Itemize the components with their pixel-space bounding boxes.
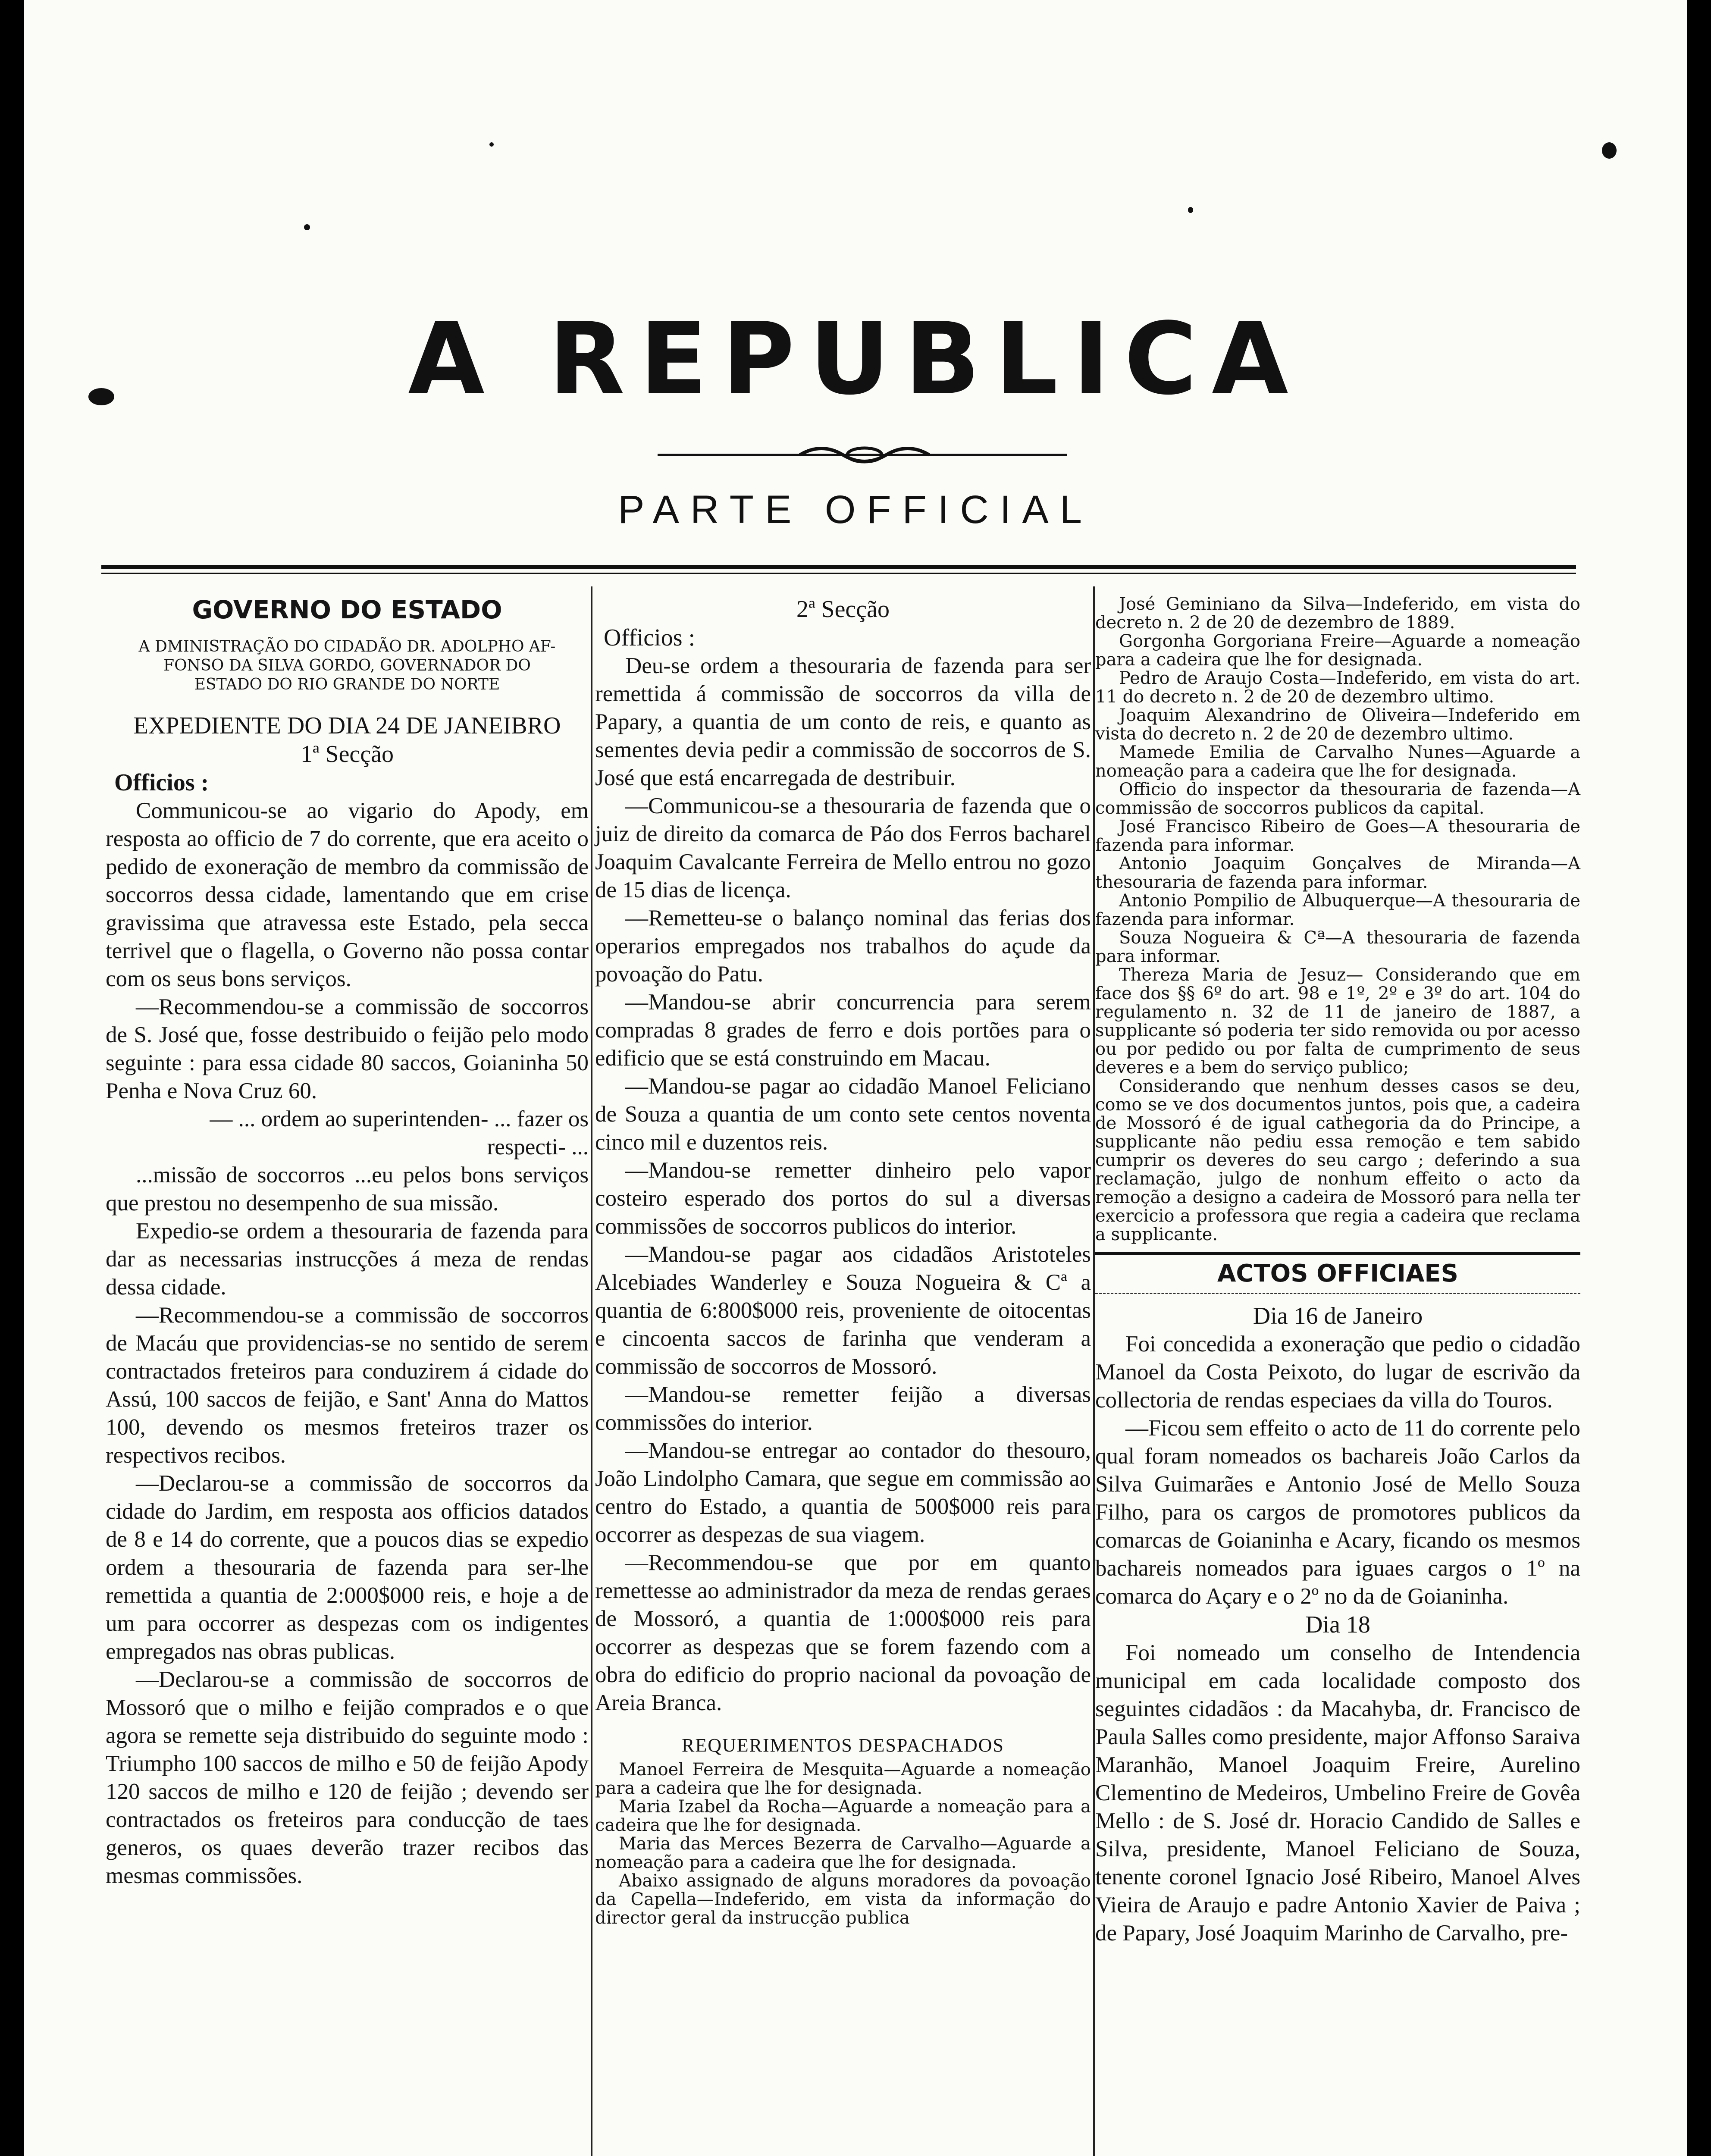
column-3	[1095, 595, 1580, 1947]
newspaper-page	[24, 0, 1687, 2156]
section-title: PARTE OFFICIAL	[618, 488, 1093, 532]
seccao-heading: 1ª Secção	[300, 741, 394, 768]
article-paragraph: —Recommendou-se que por em quanto remettesse ao administrador da meza de rendas geraes de Mossoró, a quantia de 1:000$000 reis para occorrer as despezas que se forem fazendo com a obra do edificio do proprio nacional da povoação de Areia Branca.	[595, 1550, 1091, 1715]
actos-heading: ACTOS OFFICIAES	[1217, 1260, 1458, 1288]
dia-heading: Dia 16 de Janeiro	[1253, 1303, 1423, 1329]
masthead-title: A REPUBLICA	[408, 302, 1303, 417]
requerimento-item: Souza Nogueira & Cª—A thesouraria de fazenda para informar.	[1095, 928, 1580, 966]
article-paragraph: —Mandou-se remetter feijão a diversas commissões do interior.	[595, 1382, 1091, 1435]
acto-paragraph: Foi concedida a exoneração que pedio o cidadão Manoel da Costa Peixoto, do lugar de escrivão da collectoria de rendas especiaes da villa do Touros.	[1095, 1332, 1580, 1413]
article-paragraph: ...missão de soccorros ...eu pelos bons serviços que prestou no desempenho de sua missão.	[106, 1163, 589, 1216]
ornament-divider	[658, 444, 1067, 466]
article-paragraph: —Mandou-se pagar aos cidadãos Aristoteles Alcebiades Wanderley e Souza Nogueira & Cª a quantia de 6:800$000 reis, proveniente de oitocentas e cincoenta saccos de farinha que venderam a commissão de soccorros de Mossoró.	[595, 1242, 1091, 1379]
column-1	[106, 595, 589, 1890]
article-paragraph: —Declarou-se a commissão de soccorros de Mossoró que o milho e feijão comprados e o que agora se remette seja distribuido do seguinte modo : Triumpho 100 saccos de milho e 50 de feijão Apody 120 saccos de milho e 120 de feijão ; devendo ser contractados os freteiros para conducção de taes generos, os quaes deverão trazer recibos das mesmas commissões.	[106, 1667, 589, 1888]
requerimento-item: Maria Izabel da Rocha—Aguarde a nomeação para a cadeira que lhe for designada.	[595, 1797, 1091, 1835]
acto-paragraph: —Ficou sem effeito o acto de 11 do corrente pelo qual foram nomeados os bachareis João Carlos da Silva Guimarães e Antonio José de Mello Souza Filho, para os cargos de promotores publicos da comarcas de Goianinha e Acary, ficando os mesmos bachareis nomeados para iguaes cargos o 1º na comarca do Açary e o 2º no da de Goianinha.	[1095, 1416, 1580, 1609]
governo-heading: GOVERNO DO ESTADO	[192, 595, 502, 624]
article-paragraph: Communicou-se ao vigario do Apody, em resposta ao officio de 7 do corrente, que era aceito o pedido de exoneração de membro da commissão de soccorros dessa cidade, lamentando que em crise gravissima que atravessa este Estado, pela secca terrivel que o flagella, o Governo não possa contar com os seus bons serviços.	[106, 798, 589, 991]
column-divider	[1093, 586, 1095, 2156]
requerimento-item: Pedro de Araujo Costa—Indeferido, em vista do art. 11 do decreto n. 2 de 20 de dezembro ultimo.	[1095, 668, 1580, 707]
column-2	[595, 595, 1091, 1927]
scan-speck	[489, 142, 494, 147]
requerimento-item: Mamede Emilia de Carvalho Nunes—Aguarde a nomeação para a cadeira que lhe for designada.	[1095, 743, 1580, 781]
article-paragraph: Expedio-se ordem a thesouraria de fazenda para dar as necessarias instrucções á meza de rendas dessa cidade.	[106, 1219, 589, 1300]
scan-speck	[1602, 142, 1617, 159]
actos-rule	[1095, 1252, 1580, 1255]
expediente-heading: EXPEDIENTE DO DIA 24 DE JANEIBRO	[133, 712, 561, 739]
seccao-heading: 2ª Secção	[796, 596, 890, 623]
article-paragraph: —Declarou-se a commissão de soccorros da cidade do Jardim, em resposta aos officios datados de 8 e 14 do corrente, que a poucos dias se expedio ordem a thesouraria de fazenda para ser-lhe remettida a quantia de 2:000$000 reis, e hoje a de um para occorrer as despezas com os indigentes empregados nas obras publicas.	[106, 1471, 589, 1664]
article-paragraph: Deu-se ordem a thesouraria de fazenda para ser remettida á commissão de soccorros da villa de Papary, a quantia de um conto de reis, e quanto as sementes devia pedir a commissão de soccorros de S. José que está encarregada de destribuir.	[595, 653, 1091, 790]
article-paragraph: —Communicou-se a thesouraria de fazenda que o juiz de direito da comarca de Páo dos Ferros bacharel Joaquim Cavalcante Ferreira de Mello entrou no gozo de 15 dias de licença.	[595, 793, 1091, 903]
article-paragraph: —Mandou-se remetter dinheiro pelo vapor costeiro esperado dos portos do sul a diversas commissões de soccorros publicos do interior.	[595, 1158, 1091, 1239]
administration-subheading: A DMINISTRAÇÃO DO CIDADÃO DR. ADOLPHO AF- FONSO DA SILVA GORDO, GOVERNADOR DO ESTADO DO RIO GRANDE DO NORTE	[138, 638, 556, 693]
requerimentos-heading: REQUERIMENTOS DESPACHADOS	[681, 1735, 1004, 1756]
requerimento-item: Thereza Maria de Jesuz— Considerando que em face dos §§ 6º do art. 98 e 1º, 2º e 3º do art. 104 do regulamento n. 32 de 11 de janeiro de 1887, a supplicante só poderia ter sido removida ou por acesso ou por pedido ou por falta de cumprimento de seus deveres e a bem do serviço publico;	[1095, 965, 1580, 1078]
requerimento-item: Antonio Joaquim Gonçalves de Miranda—A thesouraria de fazenda para informar.	[1095, 854, 1580, 892]
requerimento-item: Considerando que nenhum desses casos se deu, como se ve dos documentos juntos, pois que, a cadeira de Mossoró é de igual cathegoria da do Principe, a supplicante não pediu essa remoção e tem sabido cumprir os deveres do seu cargo ; deferindo a sua reclamação, julgo de nonhum effeito o acto da remoção a designo a cadeira de Mossoró para nella ter exercicio a professora que regia a cadeira que reclama a supplicante.	[1095, 1076, 1580, 1244]
officios-label: Officios :	[114, 769, 209, 796]
article-paragraph: —Remetteu-se o balanço nominal das ferias dos operarios empregados nos trabalhos do açude da povoação do Patu.	[595, 906, 1091, 987]
requerimento-item: José Francisco Ribeiro de Goes—A thesouraria de fazenda para informar.	[1095, 817, 1580, 855]
column-divider	[591, 586, 592, 2156]
dia-heading: Dia 18	[1305, 1611, 1370, 1638]
article-paragraph: —Recommendou-se a commissão de soccorros de S. José que, fosse destribuido o feijão pelo modo seguinte : para essa cidade 80 saccos, Goianinha 50 Penha e Nova Cruz 60.	[106, 994, 589, 1103]
requerimento-item: José Geminiano da Silva—Indeferido, em vista do decreto n. 2 de 20 de dezembro de 1889.	[1095, 594, 1580, 633]
officios-label: Officios :	[604, 624, 696, 651]
requerimento-item: Officio do inspector da thesouraria de fazenda—A commissão de soccorros publicos da capital.	[1095, 780, 1580, 818]
requerimento-item: Gorgonha Gorgoriana Freire—Aguarde a nomeação para a cadeira que lhe for designada.	[1095, 631, 1580, 670]
scan-speck	[1188, 207, 1193, 213]
article-paragraph: —Recommendou-se a commissão de soccorros de Macáu que providencias-se no sentido de serem contractados freteiros para conduzirem á cidade do Assú, 100 saccos de feijão, e Sant' Anna do Mattos 100, devendo os mesmos freteiros trazer os respectivos recibos.	[106, 1303, 589, 1468]
requerimento-item: Maria das Merces Bezerra de Carvalho—Aguarde a nomeação para a cadeira que lhe for designada.	[595, 1834, 1091, 1872]
article-paragraph: —Mandou-se abrir concurrencia para serem compradas 8 grades de ferro e dois portões para o edificio que se está construindo em Macau.	[595, 990, 1091, 1071]
requerimento-item: Abaixo assignado de alguns moradores da povoação da Capella—Indeferido, em vista da informação do director geral da instrucção publica	[595, 1871, 1091, 1928]
acto-paragraph: Foi nomeado um conselho de Intendencia municipal em cada localidade composto dos seguintes cidadãos : da Macahyba, dr. Francisco de Paula Salles como presidente, major Affonso Saraiva Maranhão, Manoel Joaquim Freire, Aurelino Clementino de Medeiros, Umbelino Freire de Govêa Mello : de S. José dr. Horacio Candido de Salles e Silva, presidente, Manoel Feliciano de Souza, tenente coronel Ignacio José Ribeiro, Manoel Alves Vieira de Araujo e padre Antonio Xavier de Paiva ; de Papary, José Joaquim Marinho de Carvalho, pre-	[1095, 1640, 1581, 1946]
article-paragraph: —Mandou-se pagar ao cidadão Manoel Feliciano de Souza a quantia de um conto sete centos noventa cinco mil e duzentos reis.	[595, 1074, 1091, 1155]
top-rule-thin	[101, 573, 1576, 574]
scan-speck	[304, 224, 310, 230]
actos-rule-dashed	[1095, 1293, 1580, 1294]
requerimento-item: Joaquim Alexandrino de Oliveira—Indeferido em vista do decreto n. 2 de 20 de dezembro ultimo.	[1095, 705, 1580, 744]
requerimento-item: Antonio Pompilio de Albuquerque—A thesouraria de fazenda para informar.	[1095, 891, 1580, 929]
requerimento-item: Manoel Ferreira de Mesquita—Aguarde a nomeação para a cadeira que lhe for designada.	[595, 1760, 1091, 1798]
article-paragraph-mutilated: — ... ordem ao superintenden- ... fazer os respecti- ...	[210, 1106, 589, 1159]
top-rule	[101, 565, 1576, 569]
article-paragraph: —Mandou-se entregar ao contador do thesouro, João Lindolpho Camara, que segue em commissão ao centro do Estado, a quantia de 500$000 reis para occorrer as despezas de sua viagem.	[595, 1438, 1091, 1547]
